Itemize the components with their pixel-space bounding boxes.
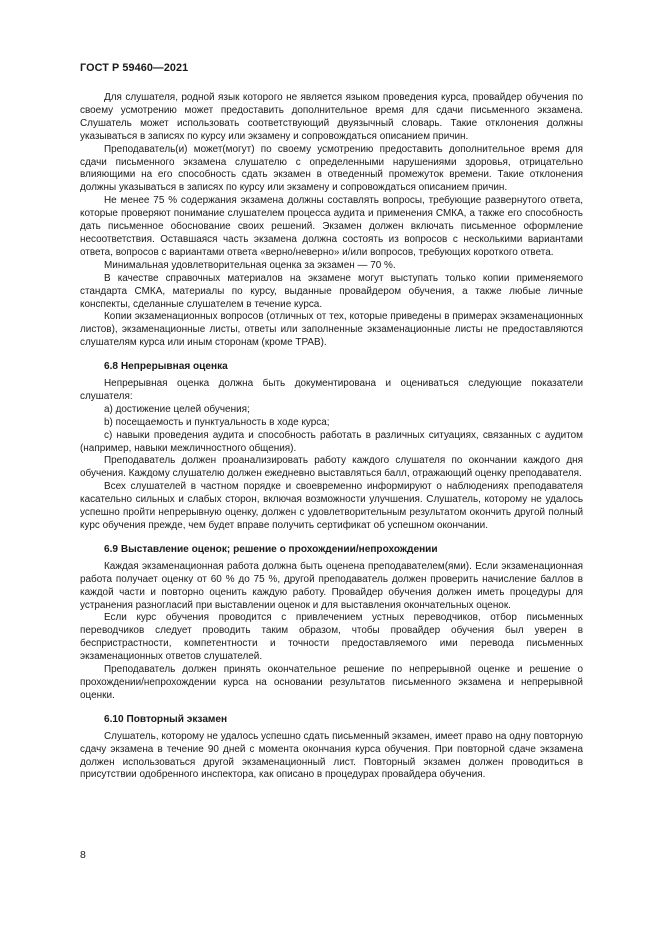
paragraph: В качестве справочных материалов на экзамене могут выступать только копии применяемого стандарта СМКА, материалы по курсу, выданные провайдером обучения, а также любые личные конспекты, сделанные слушателем в течение курса. xyxy=(80,272,583,310)
page-number: 8 xyxy=(80,849,86,861)
section-heading-6-9: 6.9 Выставление оценок; решение о прохождении/непрохождении xyxy=(104,543,438,555)
list-item: c) навыки проведения аудита и способность работать в различных ситуациях, связанных с аудитом (например, навыки межличностного общения). xyxy=(80,429,583,454)
paragraph: Копии экзаменационных вопросов (отличных от тех, которые приведены в примерах экзаменационных листов), экзаменационные листы, ответы или заполненные экзаменационные листы не предоставляются слушателям курса или иным сторонам (кроме TPAB). xyxy=(80,311,583,349)
paragraph: Преподаватель должен проанализировать работу каждого слушателя по окончании каждого дня обучения. Каждому слушателю должен ежедневно выставляться балл, отражающий оценку преподавателя. xyxy=(80,455,583,480)
section-heading-6-10: 6.10 Повторный экзамен xyxy=(104,713,228,725)
paragraph: Каждая экзаменационная работа должна быть оценена преподавателем(ями). Если экзаменационная работа получает оценку от 60 % до 75 %, другой преподаватель должен проверить начисление баллов в каждой части и повторно оценить каждую работу. Провайдер обучения должен иметь процедуры для устранения разногласий при выставлении оценок и для выставления окончательных оценок. xyxy=(80,560,583,611)
document-header: ГОСТ Р 59460—2021 xyxy=(80,62,189,74)
paragraph: Для слушателя, родной язык которого не является языком проведения курса, провайдер обучения по своему усмотрению может предоставить дополнительное время для сдачи письменного экзамена. Слушатель может использовать соответствующий двуязычный словарь. Такие отклонения должны указываться в записях по курсу или экзамену и сопровождаться описанием причин. xyxy=(80,92,583,142)
paragraph: Преподаватель(и) может(могут) по своему усмотрению предоставить дополнительное время для сдачи письменного экзамена слушателю с определенными нарушениями здоровья, отрицательно влияющими на его способность сдать экзамен в отведенный промежуток времени. Такие отклонения должны указываться в записях по курсу или экзамену и сопровождаться описанием причин. xyxy=(80,143,583,194)
paragraph: Непрерывная оценка должна быть документирована и оцениваться следующие показатели слушателя: xyxy=(80,378,583,402)
paragraph: Минимальная удовлетворительная оценка за экзамен — 70 %. xyxy=(104,259,396,271)
paragraph: Не менее 75 % содержания экзамена должны составлять вопросы, требующие развернутого ответа, которые проверяют понимание слушателем процесса аудита и применения СМКА, а также его способность дать письменное обоснование своих решений. Экзамен должен включать письменное оформление несоответствия. Оставшаяся часть экзамена должна состоять из вопросов с несколькими вариантами ответа, вопросов с вариантами ответа «верно/неверно» и/или вопросов, требующих короткого ответа. xyxy=(80,195,583,258)
paragraph: Всех слушателей в частном порядке и своевременно информируют о наблюдениях преподавателя касательно сильных и слабых сторон, включая возможности улучшения. Слушатель, которому не удалось успешно пройти непрерывную оценку, должен с удовлетворительным результатом окончить другой полный курс обучения прежде, чем будет вправе получить сертификат об успешном окончании. xyxy=(80,481,583,531)
list-item: b) посещаемость и пунктуальность в ходе курса; xyxy=(104,416,330,428)
paragraph: Если курс обучения проводится с привлечением устных переводчиков, отбор письменных переводчиков следует проводить таким образом, чтобы провайдер обучения был уверен в беспристрастности, компетентности и точности предоставляемого ими перевода письменных экзаменационных ответов слушателей. xyxy=(80,612,583,663)
section-heading-6-8: 6.8 Непрерывная оценка xyxy=(104,361,228,373)
document-body xyxy=(80,92,583,782)
list-item: a) достижение целей обучения; xyxy=(104,403,250,415)
paragraph: Слушатель, которому не удалось успешно сдать письменный экзамен, имеет право на одну повторную сдачу экзамена в течение 90 дней с момента окончания курса обучения. При повторной сдаче экзамена должен использоваться другой экзаменационный лист. Повторный экзамен должен проводиться в присутствии одобренного инспектора, как описано в процедурах провайдера обучения. xyxy=(80,730,583,781)
paragraph: Преподаватель должен принять окончательное решение по непрерывной оценке и решение о прохождении/непрохождении курса на основании результатов письменного экзамена и непрерывной оценки. xyxy=(80,664,583,701)
